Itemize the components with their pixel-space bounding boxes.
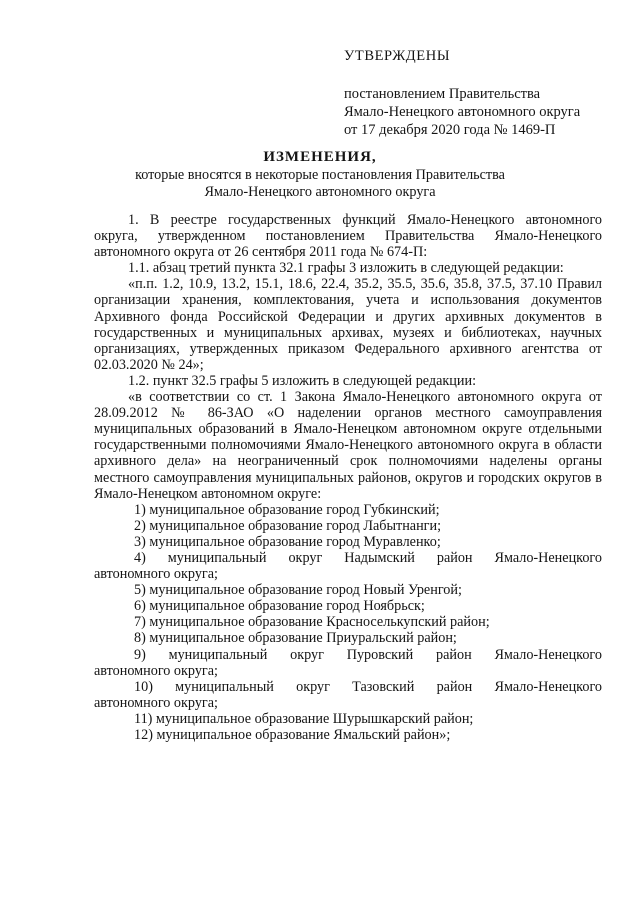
paragraph-1-1: 1.1. абзац третий пункта 32.1 графы 3 изложить в следующей редакции: — [128, 260, 564, 277]
list-item: 4) муниципальный округ Надымский район Ямало-Ненецкого — [134, 549, 602, 566]
document-subtitle — [0, 167, 640, 201]
list-item: 9) муниципальный округ Пуровский район Ямало-Ненецкого — [134, 646, 602, 663]
list-item: 7) муниципальное образование Красноселькупский район; — [134, 614, 490, 631]
paragraph-1-2-quote: «в соответствии со ст. 1 Закона Ямало-Ненецкого автономного округа от 28.09.2012 № 86-ЗАО «О наделении органов местного самоуправления муниципальных образований в Ямало-Ненецком автономном округе отдельными государственными полномочиями Ямало-Ненецкого автономного округа в области архивного дела» на неограниченный срок полномочиями наделены органы местного самоуправления муниципальных районов, округов и городских округов в Ямало-Ненецком автономном округе: — [94, 389, 602, 502]
list-item: 10) муниципальный округ Тазовский район Ямало-Ненецкого — [134, 678, 602, 695]
subtitle-line: которые вносятся в некоторые постановления Правительства — [135, 167, 505, 183]
approval-line: Ямало-Ненецкого автономного округа — [344, 104, 581, 120]
list-item: 2) муниципальное образование город Лабытнанги; — [134, 517, 442, 534]
list-item: 1) муниципальное образование город Губкинский; — [134, 501, 440, 518]
approval-stamp: УТВЕРЖДЕНЫ — [344, 48, 451, 64]
approval-block — [344, 47, 580, 139]
list-item: 11) муниципальное образование Шурышкарский район; — [134, 710, 474, 727]
list-item: 6) муниципальное образование город Ноябрьск; — [134, 598, 425, 615]
document-title: ИЗМЕНЕНИЯ, — [263, 149, 377, 165]
list-item-continuation: автономного округа; — [94, 694, 218, 711]
list-item: 3) муниципальное образование город Муравленко; — [134, 533, 441, 550]
paragraph-1-1-quote: «п.п. 1.2, 10.9, 13.2, 15.1, 18.6, 22.4, 35.2, 35.5, 35.6, 35.8, 37.5, 37.10 Правил организации хранения, комплектования, учета и использования документов Архивного фонда Российской Федерации и других архивных документов в государственных и муниципальных архивах, музеях и библиотеках, научных организациях, утвержденных приказом Федерального архивного агентства от 02.03.2020 № 24»; — [94, 276, 602, 373]
subtitle-line: Ямало-Ненецкого автономного округа — [204, 184, 436, 200]
list-item-continuation: автономного округа; — [94, 662, 218, 679]
list-item: 12) муниципальное образование Ямальский район»; — [134, 727, 451, 743]
list-item-continuation: автономного округа; — [94, 566, 218, 583]
list-item: 5) муниципальное образование город Новый Уренгой; — [134, 582, 462, 599]
paragraph-1: 1. В реестре государственных функций Ямало-Ненецкого автономного округа, утвержденном постановлением Правительства Ямало-Ненецкого автономного округа от 26 сентября 2011 года № 674-П: — [94, 212, 602, 261]
approval-line: постановлением Правительства — [344, 86, 541, 102]
approval-line: от 17 декабря 2020 года № 1469-П — [344, 122, 556, 138]
list-item: 8) муниципальное образование Приуральский район; — [134, 630, 457, 647]
document-body — [94, 212, 602, 743]
paragraph-1-2: 1.2. пункт 32.5 графы 5 изложить в следующей редакции: — [128, 372, 477, 389]
